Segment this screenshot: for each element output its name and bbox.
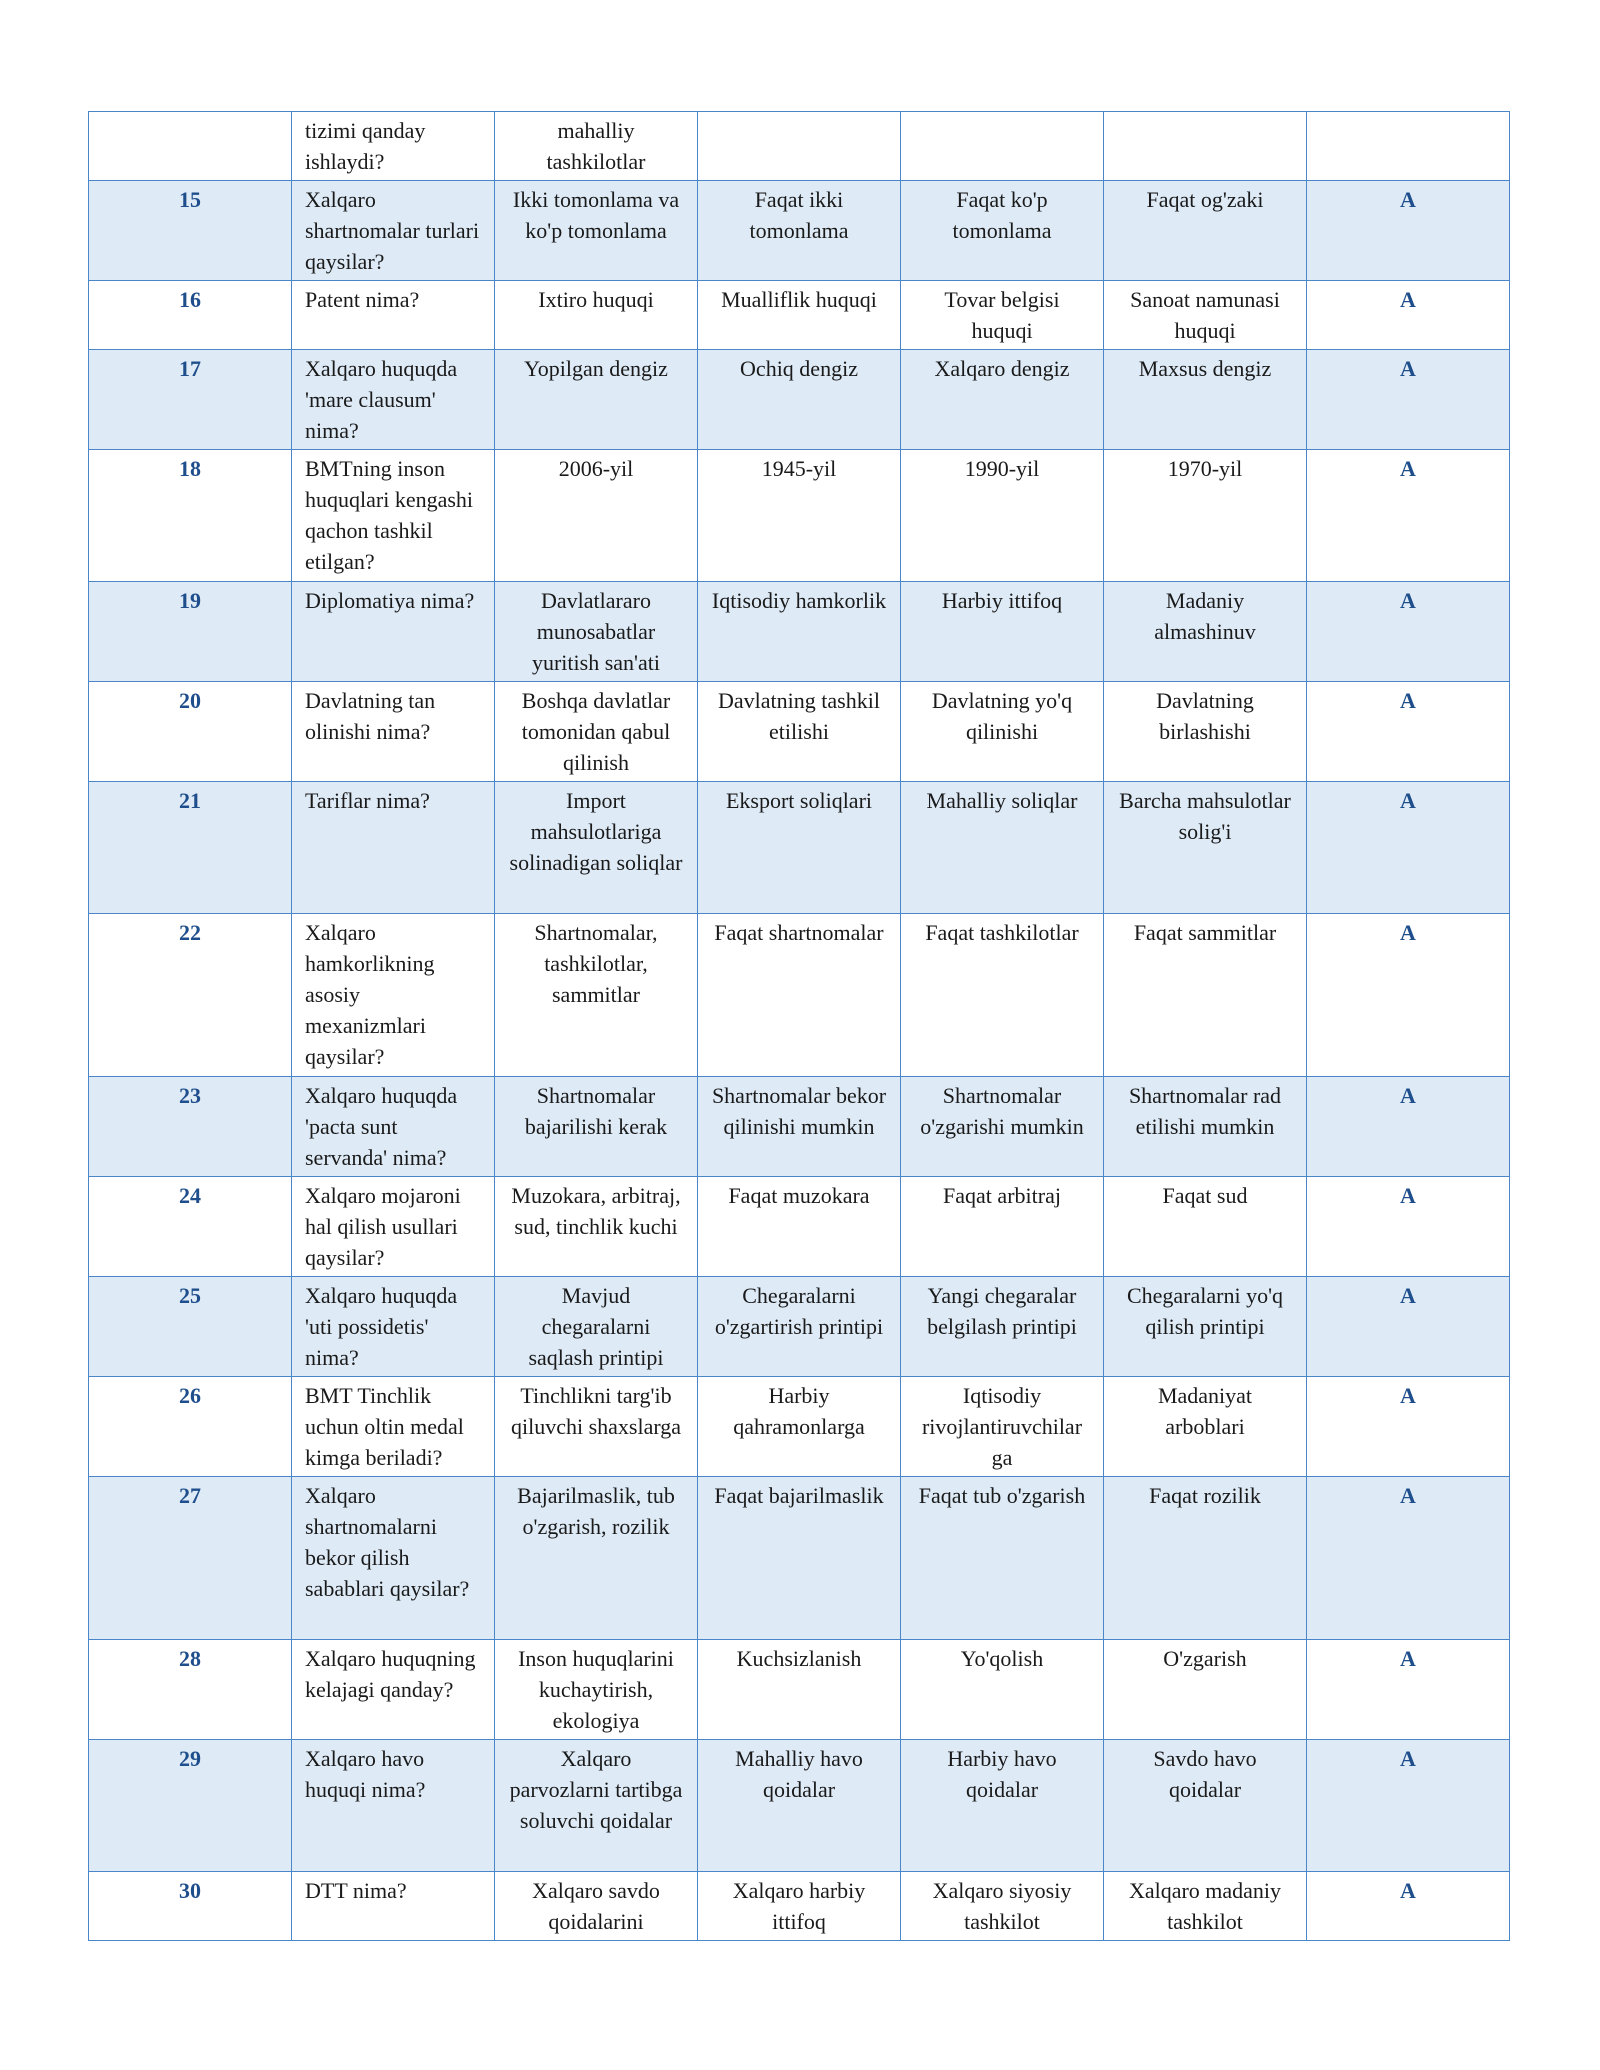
option-d: Davlatning birlashishi [1104,682,1307,782]
option-a: Ikki tomonlama va ko'p tomonlama [495,181,698,281]
table-row [89,1477,1510,1640]
option-d: Sanoat namunasi huquqi [1104,281,1307,350]
option-a: Mavjud chegaralarni saqlash printipi [495,1277,698,1377]
correct-answer: A [1307,350,1510,450]
option-b: Mualliflik huquqi [698,281,901,350]
question-number: 17 [89,350,292,450]
table-row [89,450,1510,582]
option-b: Ochiq dengiz [698,350,901,450]
table-row [89,1640,1510,1740]
question-text: tizimi qanday ishlaydi? [292,112,495,181]
option-c: Harbiy havo qoidalar [901,1740,1104,1872]
question-text: Xalqaro huquqning kelajagi qanday? [292,1640,495,1740]
question-text: Tariflar nima? [292,782,495,914]
option-d: Faqat rozilik [1104,1477,1307,1640]
option-d: Barcha mahsulotlar solig'i [1104,782,1307,914]
question-text: BMT Tinchlik uchun oltin medal kimga beriladi? [292,1377,495,1477]
option-c [901,112,1104,181]
question-number: 19 [89,582,292,682]
option-d: Madaniy almashinuv [1104,582,1307,682]
table-row [89,1077,1510,1177]
option-d: Xalqaro madaniy tashkilot [1104,1872,1307,1941]
option-c: Faqat arbitraj [901,1177,1104,1277]
option-b: Iqtisodiy hamkorlik [698,582,901,682]
option-b: Mahalliy havo qoidalar [698,1740,901,1872]
correct-answer: A [1307,1740,1510,1872]
question-text: Diplomatiya nima? [292,582,495,682]
option-c: Faqat tashkilotlar [901,914,1104,1077]
question-text: Xalqaro huquqda 'pacta sunt servanda' nima? [292,1077,495,1177]
question-number: 22 [89,914,292,1077]
option-c: Yo'qolish [901,1640,1104,1740]
option-a: Davlatlararo munosabatlar yuritish san'ati [495,582,698,682]
quiz-table [88,111,1510,1941]
option-a: Yopilgan dengiz [495,350,698,450]
question-number: 20 [89,682,292,782]
table-row [89,1872,1510,1941]
option-d: Madaniyat arboblari [1104,1377,1307,1477]
correct-answer: A [1307,582,1510,682]
question-text: Xalqaro mojaroni hal qilish usullari qaysilar? [292,1177,495,1277]
question-text: Xalqaro havo huquqi nima? [292,1740,495,1872]
table-row [89,1377,1510,1477]
correct-answer: A [1307,914,1510,1077]
option-a: mahalliy tashkilotlar [495,112,698,181]
option-c: Xalqaro siyosiy tashkilot [901,1872,1104,1941]
correct-answer [1307,112,1510,181]
option-b: Eksport soliqlari [698,782,901,914]
table-row [89,1740,1510,1872]
option-c: Iqtisodiy rivojlantiruvchilar ga [901,1377,1104,1477]
option-b: Faqat shartnomalar [698,914,901,1077]
correct-answer: A [1307,1377,1510,1477]
question-text: Xalqaro huquqda 'uti possidetis' nima? [292,1277,495,1377]
option-a: Boshqa davlatlar tomonidan qabul qilinish [495,682,698,782]
option-d: Maxsus dengiz [1104,350,1307,450]
option-b: Kuchsizlanish [698,1640,901,1740]
table-row [89,582,1510,682]
option-d: O'zgarish [1104,1640,1307,1740]
option-c: Xalqaro dengiz [901,350,1104,450]
option-c: Mahalliy soliqlar [901,782,1104,914]
option-d: Savdo havo qoidalar [1104,1740,1307,1872]
quiz-table-body [89,112,1510,1941]
option-b: Faqat muzokara [698,1177,901,1277]
option-b: Davlatning tashkil etilishi [698,682,901,782]
option-b [698,112,901,181]
option-a: Ixtiro huquqi [495,281,698,350]
option-d: 1970-yil [1104,450,1307,582]
option-b: Faqat ikki tomonlama [698,181,901,281]
table-row [89,181,1510,281]
option-c: Tovar belgisi huquqi [901,281,1104,350]
table-row [89,112,1510,181]
option-b: Faqat bajarilmaslik [698,1477,901,1640]
question-number: 26 [89,1377,292,1477]
option-c: Davlatning yo'q qilinishi [901,682,1104,782]
option-d: Faqat sammitlar [1104,914,1307,1077]
correct-answer: A [1307,450,1510,582]
question-number: 24 [89,1177,292,1277]
option-b: Xalqaro harbiy ittifoq [698,1872,901,1941]
table-row [89,914,1510,1077]
option-d: Faqat og'zaki [1104,181,1307,281]
question-number: 27 [89,1477,292,1640]
option-a: Tinchlikni targ'ib qiluvchi shaxslarga [495,1377,698,1477]
question-text: DTT nima? [292,1872,495,1941]
table-row [89,350,1510,450]
table-row [89,682,1510,782]
correct-answer: A [1307,281,1510,350]
correct-answer: A [1307,1640,1510,1740]
question-text: BMTning inson huquqlari kengashi qachon tashkil etilgan? [292,450,495,582]
question-text: Xalqaro hamkorlikning asosiy mexanizmlari qaysilar? [292,914,495,1077]
question-text: Patent nima? [292,281,495,350]
option-a: Xalqaro savdo qoidalarini [495,1872,698,1941]
option-b: Harbiy qahramonlarga [698,1377,901,1477]
option-c: Faqat tub o'zgarish [901,1477,1104,1640]
option-d [1104,112,1307,181]
option-c: Yangi chegaralar belgilash printipi [901,1277,1104,1377]
option-a: 2006-yil [495,450,698,582]
question-number: 30 [89,1872,292,1941]
correct-answer: A [1307,1477,1510,1640]
correct-answer: A [1307,1277,1510,1377]
correct-answer: A [1307,181,1510,281]
option-b: 1945-yil [698,450,901,582]
option-d: Chegaralarni yo'q qilish printipi [1104,1277,1307,1377]
correct-answer: A [1307,1177,1510,1277]
option-a: Import mahsulotlariga solinadigan soliqlar [495,782,698,914]
option-b: Shartnomalar bekor qilinishi mumkin [698,1077,901,1177]
question-number: 25 [89,1277,292,1377]
option-c: Faqat ko'p tomonlama [901,181,1104,281]
table-row [89,1177,1510,1277]
question-number: 16 [89,281,292,350]
option-c: 1990-yil [901,450,1104,582]
option-a: Inson huquqlarini kuchaytirish, ekologiya [495,1640,698,1740]
option-c: Harbiy ittifoq [901,582,1104,682]
correct-answer: A [1307,1077,1510,1177]
question-text: Xalqaro shartnomalarni bekor qilish sabablari qaysilar? [292,1477,495,1640]
option-a: Xalqaro parvozlarni tartibga soluvchi qoidalar [495,1740,698,1872]
option-a: Muzokara, arbitraj, sud, tinchlik kuchi [495,1177,698,1277]
question-number: 23 [89,1077,292,1177]
question-number [89,112,292,181]
question-number: 15 [89,181,292,281]
table-row [89,782,1510,914]
table-row [89,281,1510,350]
option-c: Shartnomalar o'zgarishi mumkin [901,1077,1104,1177]
correct-answer: A [1307,1872,1510,1941]
option-d: Faqat sud [1104,1177,1307,1277]
table-row [89,1277,1510,1377]
option-a: Shartnomalar bajarilishi kerak [495,1077,698,1177]
option-b: Chegaralarni o'zgartirish printipi [698,1277,901,1377]
question-text: Davlatning tan olinishi nima? [292,682,495,782]
option-a: Bajarilmaslik, tub o'zgarish, rozilik [495,1477,698,1640]
question-text: Xalqaro shartnomalar turlari qaysilar? [292,181,495,281]
correct-answer: A [1307,782,1510,914]
option-a: Shartnomalar, tashkilotlar, sammitlar [495,914,698,1077]
question-text: Xalqaro huquqda 'mare clausum' nima? [292,350,495,450]
question-number: 21 [89,782,292,914]
correct-answer: A [1307,682,1510,782]
question-number: 18 [89,450,292,582]
question-number: 29 [89,1740,292,1872]
option-d: Shartnomalar rad etilishi mumkin [1104,1077,1307,1177]
question-number: 28 [89,1640,292,1740]
